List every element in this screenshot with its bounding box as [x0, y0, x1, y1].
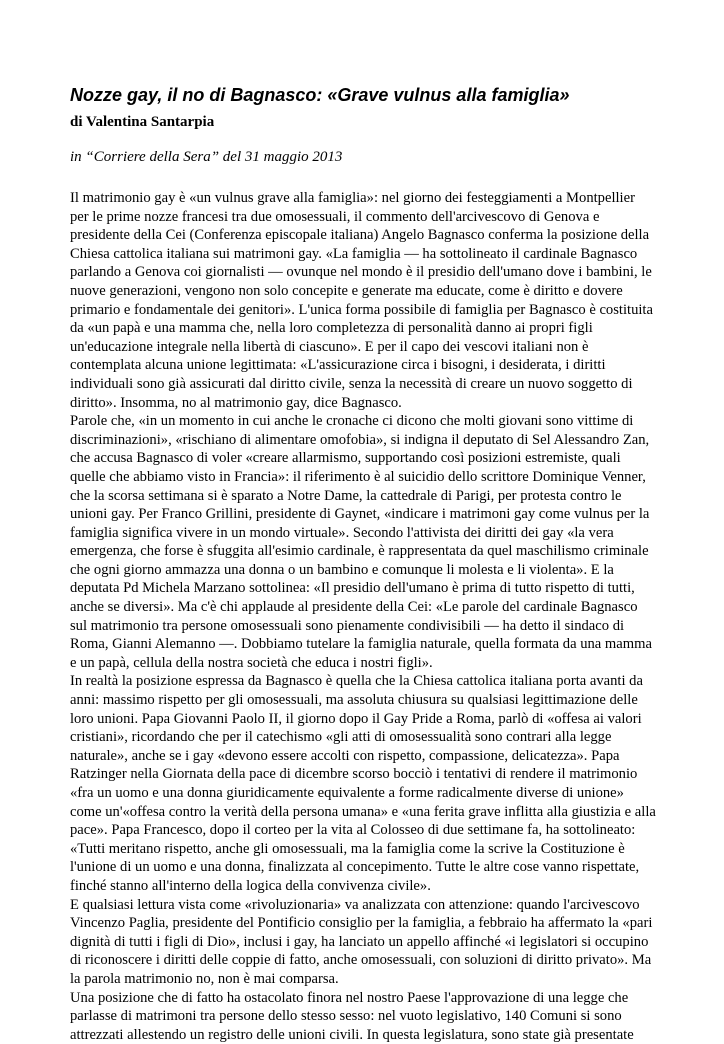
- text-line: che la scorsa settimana si è sparato a Notre Dame, la cattedrale di Parigi, per protesta contro le: [70, 487, 622, 504]
- text-line: In realtà la posizione espressa da Bagnasco è quella che la Chiesa cattolica italiana porta avanti da: [70, 673, 643, 690]
- text-line: e un papà, cellula della nostra società che educa i nostri figli».: [70, 654, 433, 671]
- text-line: naturale», anche se i gay «devono essere accolti con rispetto, compassione, delicatezza». Papa: [70, 747, 620, 764]
- text-line: unioni gay. Per Franco Grillini, presidente di Gaynet, «indicare i matrimoni gay come vulnus per la: [70, 506, 650, 523]
- text-line: parlasse di matrimoni tra persone dello stesso sesso: nel vuoto legislativo, 140 Comuni si sono: [70, 1008, 622, 1025]
- text-line: Chiesa cattolica italiana sui matrimoni gay. «La famiglia — ha sottolineato il cardinale Bagnasco: [70, 245, 638, 262]
- article-title: Nozze gay, il no di Bagnasco: «Grave vulnus alla famiglia»: [70, 85, 570, 105]
- text-line: di riconoscere i diritti delle coppie di fatto, anche omosessuali, con soluzioni di diritto privato». Ma: [70, 952, 652, 969]
- text-line: dignità di tutti i figli di Dio», inclusi i gay, ha lanciato un appello affinché «i legislatori si occupino: [70, 933, 649, 950]
- text-line: che accusa Bagnasco di voler «creare allarmismo, supportando così posizioni estremiste, quali: [70, 450, 621, 467]
- article-source: in “Corriere della Sera” del 31 maggio 2013: [70, 149, 343, 165]
- text-line: pace». Papa Francesco, dopo il corteo per la vita al Colosseo di due settimane fa, ha sottolineato:: [70, 822, 636, 839]
- article-paragraph: [70, 189, 666, 412]
- text-line: come un'«offesa contro la verità della persona umana» e «una ferita grave inflitta alla giustizia e alla: [70, 803, 656, 820]
- text-line: per le prime nozze francesi tra due omosessuali, il commento dell'arcivescovo di Genova e: [70, 208, 600, 225]
- text-line: un'educazione integrale nella libertà di ciascuno». E per il capo dei vescovi italiani non è: [70, 338, 589, 355]
- text-line: «Tutti meritano rispetto, anche gli omosessuali, ma la famiglia come la scrive la Costituzione è: [70, 840, 625, 857]
- article-paragraph: [70, 672, 666, 895]
- text-line: quelle che abbiamo visto in Francia»: il riferimento è al suicidio dello scrittore Dominique Venner,: [70, 468, 646, 485]
- text-line: E qualsiasi lettura vista come «rivoluzionaria» va analizzata con attenzione: quando l'arcivescovo: [70, 896, 640, 913]
- text-line: parlando a Genova coi giornalisti — ovunque nel mondo è il presidio dell'umano dove i bambini, le: [70, 264, 652, 281]
- article-body: [70, 189, 666, 1044]
- text-line: «fra un uomo e una donna giuridicamente equivalente a forme radicalmente diverse di unione»: [70, 785, 624, 801]
- text-line: che ogni giorno ammazza una donna o un bambino e comunque li molesta e li violenta». E la: [70, 561, 614, 578]
- text-line: contemplata alcuna unione legittimata: «L'assicurazione circa i bisogni, i desiderata, i diritti: [70, 357, 606, 374]
- text-line: Il matrimonio gay è «un vulnus grave alla famiglia»: nel giorno dei festeggiamenti a Montpellier: [70, 190, 635, 206]
- text-line: Vincenzo Paglia, presidente del Pontificio consiglio per la famiglia, a febbraio ha affermato la «pari: [70, 915, 653, 932]
- text-line: Una posizione che di fatto ha ostacolato finora nel nostro Paese l'approvazione di una legge che: [70, 989, 629, 1006]
- text-line: primario e fondamentale dei genitori». L'unica forma possibile di famiglia per Bagnasco è costituita: [70, 301, 653, 318]
- document-page: [70, 84, 666, 1044]
- text-line: Roma, Gianni Alemanno —. Dobbiamo tutelare la famiglia naturale, quella formata da una mamma: [70, 636, 652, 653]
- text-line: famiglia significa vivere in un mondo virtuale». Secondo l'attivista dei diritti dei gay «la vera: [70, 524, 614, 541]
- text-line: finché stanno all'interno della logica della convivenza civile».: [70, 877, 431, 894]
- text-line: loro unioni. Papa Giovanni Paolo II, il giorno dopo il Gay Pride a Roma, parlò di «offesa ai valori: [70, 710, 642, 727]
- article-paragraph: [70, 896, 666, 989]
- text-line: sul matrimonio tra persone omosessuali sono pienamente condivisibili — ha detto il sindaco di: [70, 617, 625, 634]
- text-line: discriminazioni», «rischiano di alimentare omofobia», si indigna il deputato di Sel Alessandro Zan,: [70, 431, 650, 448]
- text-line: la parola matrimonio no, non è mai comparsa.: [70, 970, 339, 987]
- text-line: anche se diversi». Ma c'è chi applaude al presidente della Cei: «Le parole del cardinale Bagnasco: [70, 599, 638, 616]
- text-line: Parole che, «in un momento in cui anche le cronache ci dicono che molti giovani sono vittime di: [70, 413, 634, 430]
- text-line: individuali sono già assicurati dal diritto civile, senza la necessità di creare un nuovo soggetto di: [70, 375, 633, 392]
- article-paragraph: [70, 989, 666, 1044]
- article-author: di Valentina Santarpia: [70, 114, 215, 130]
- text-line: anni: massimo rispetto per gli omosessuali, ma assoluta chiusura su qualsiasi legittimazione delle: [70, 692, 638, 709]
- text-line: attrezzati allestendo un registro delle unioni civili. In questa legislatura, sono state già presentate: [70, 1026, 634, 1043]
- text-line: Ratzinger nella Giornata della pace di dicembre scorso bocciò i tentativi di rendere il matrimonio: [70, 766, 638, 783]
- article-paragraph: [70, 412, 666, 672]
- text-line: cristiani», ricordando che per il catechismo «gli atti di omosessualità sono contrari alla legge: [70, 729, 612, 746]
- text-line: diritto». Insomma, no al matrimonio gay, dice Bagnasco.: [70, 394, 402, 411]
- text-line: l'unione di un uomo e una donna, finalizzata al concepimento. Tutte le altre cose vanno rispettate,: [70, 859, 640, 876]
- text-line: emergenza, che forse è sfuggita all'esimio cardinale, è rappresentata da quel maschilismo criminale: [70, 543, 649, 560]
- text-line: nuove generazioni, vengono non solo concepite e generate ma educate, come è diritto e dovere: [70, 282, 623, 299]
- text-line: presidente della Cei (Conferenza episcopale italiana) Angelo Bagnasco conferma la posizione della: [70, 227, 650, 244]
- text-line: da «un papà e una mamma che, nella loro completezza di personalità danno ai propri figli: [70, 320, 593, 337]
- text-line: deputata Pd Michela Marzano sottolinea: «Il presidio dell'umano è prima di tutto rispetto di tutti,: [70, 580, 635, 597]
